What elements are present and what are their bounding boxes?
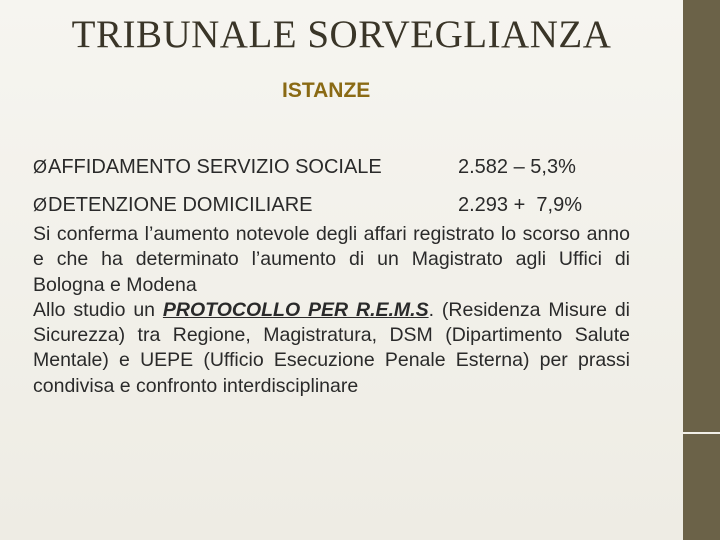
paragraph-protocollo [33,298,630,399]
protocol-emphasis: PROTOCOLLO PER R.E.M.S [162,298,429,321]
accent-sidebar [683,0,720,540]
body-text [33,222,630,399]
slide-title: TRIBUNALE SORVEGLIANZA [71,13,612,56]
bullet-item-affidamento [33,152,633,190]
sidebar-divider [683,432,720,434]
paragraph-prefix: Allo studio un [33,298,163,321]
bullet-value: 2.293 + 7,9% [458,194,582,216]
arrow-right-icon: Ø [33,195,48,215]
arrow-right-icon: Ø [33,157,48,177]
slide-subtitle: ISTANZE [282,79,371,102]
bullet-label: AFFIDAMENTO SERVIZIO SOCIALE [48,156,382,178]
bullet-value: 2.582 – 5,3% [458,156,576,178]
bullet-label: DETENZIONE DOMICILIARE [48,194,313,216]
bullet-list [33,152,633,228]
paragraph-aumento: Si conferma l’aumento notevole degli affari registrato lo scorso anno e che ha determinato l’aumento di un Magistrato agli Uffici di Bologna e Modena [33,223,630,296]
paragraph-suffix: . (Residenza Misure di Sicurezza) tra Regione, Magistratura, DSM (Dipartimento Salute Mentale) e UEPE (Ufficio Esecuzione Penale Esterna) per prassi condivisa e confronto interdisciplinare [33,298,630,397]
